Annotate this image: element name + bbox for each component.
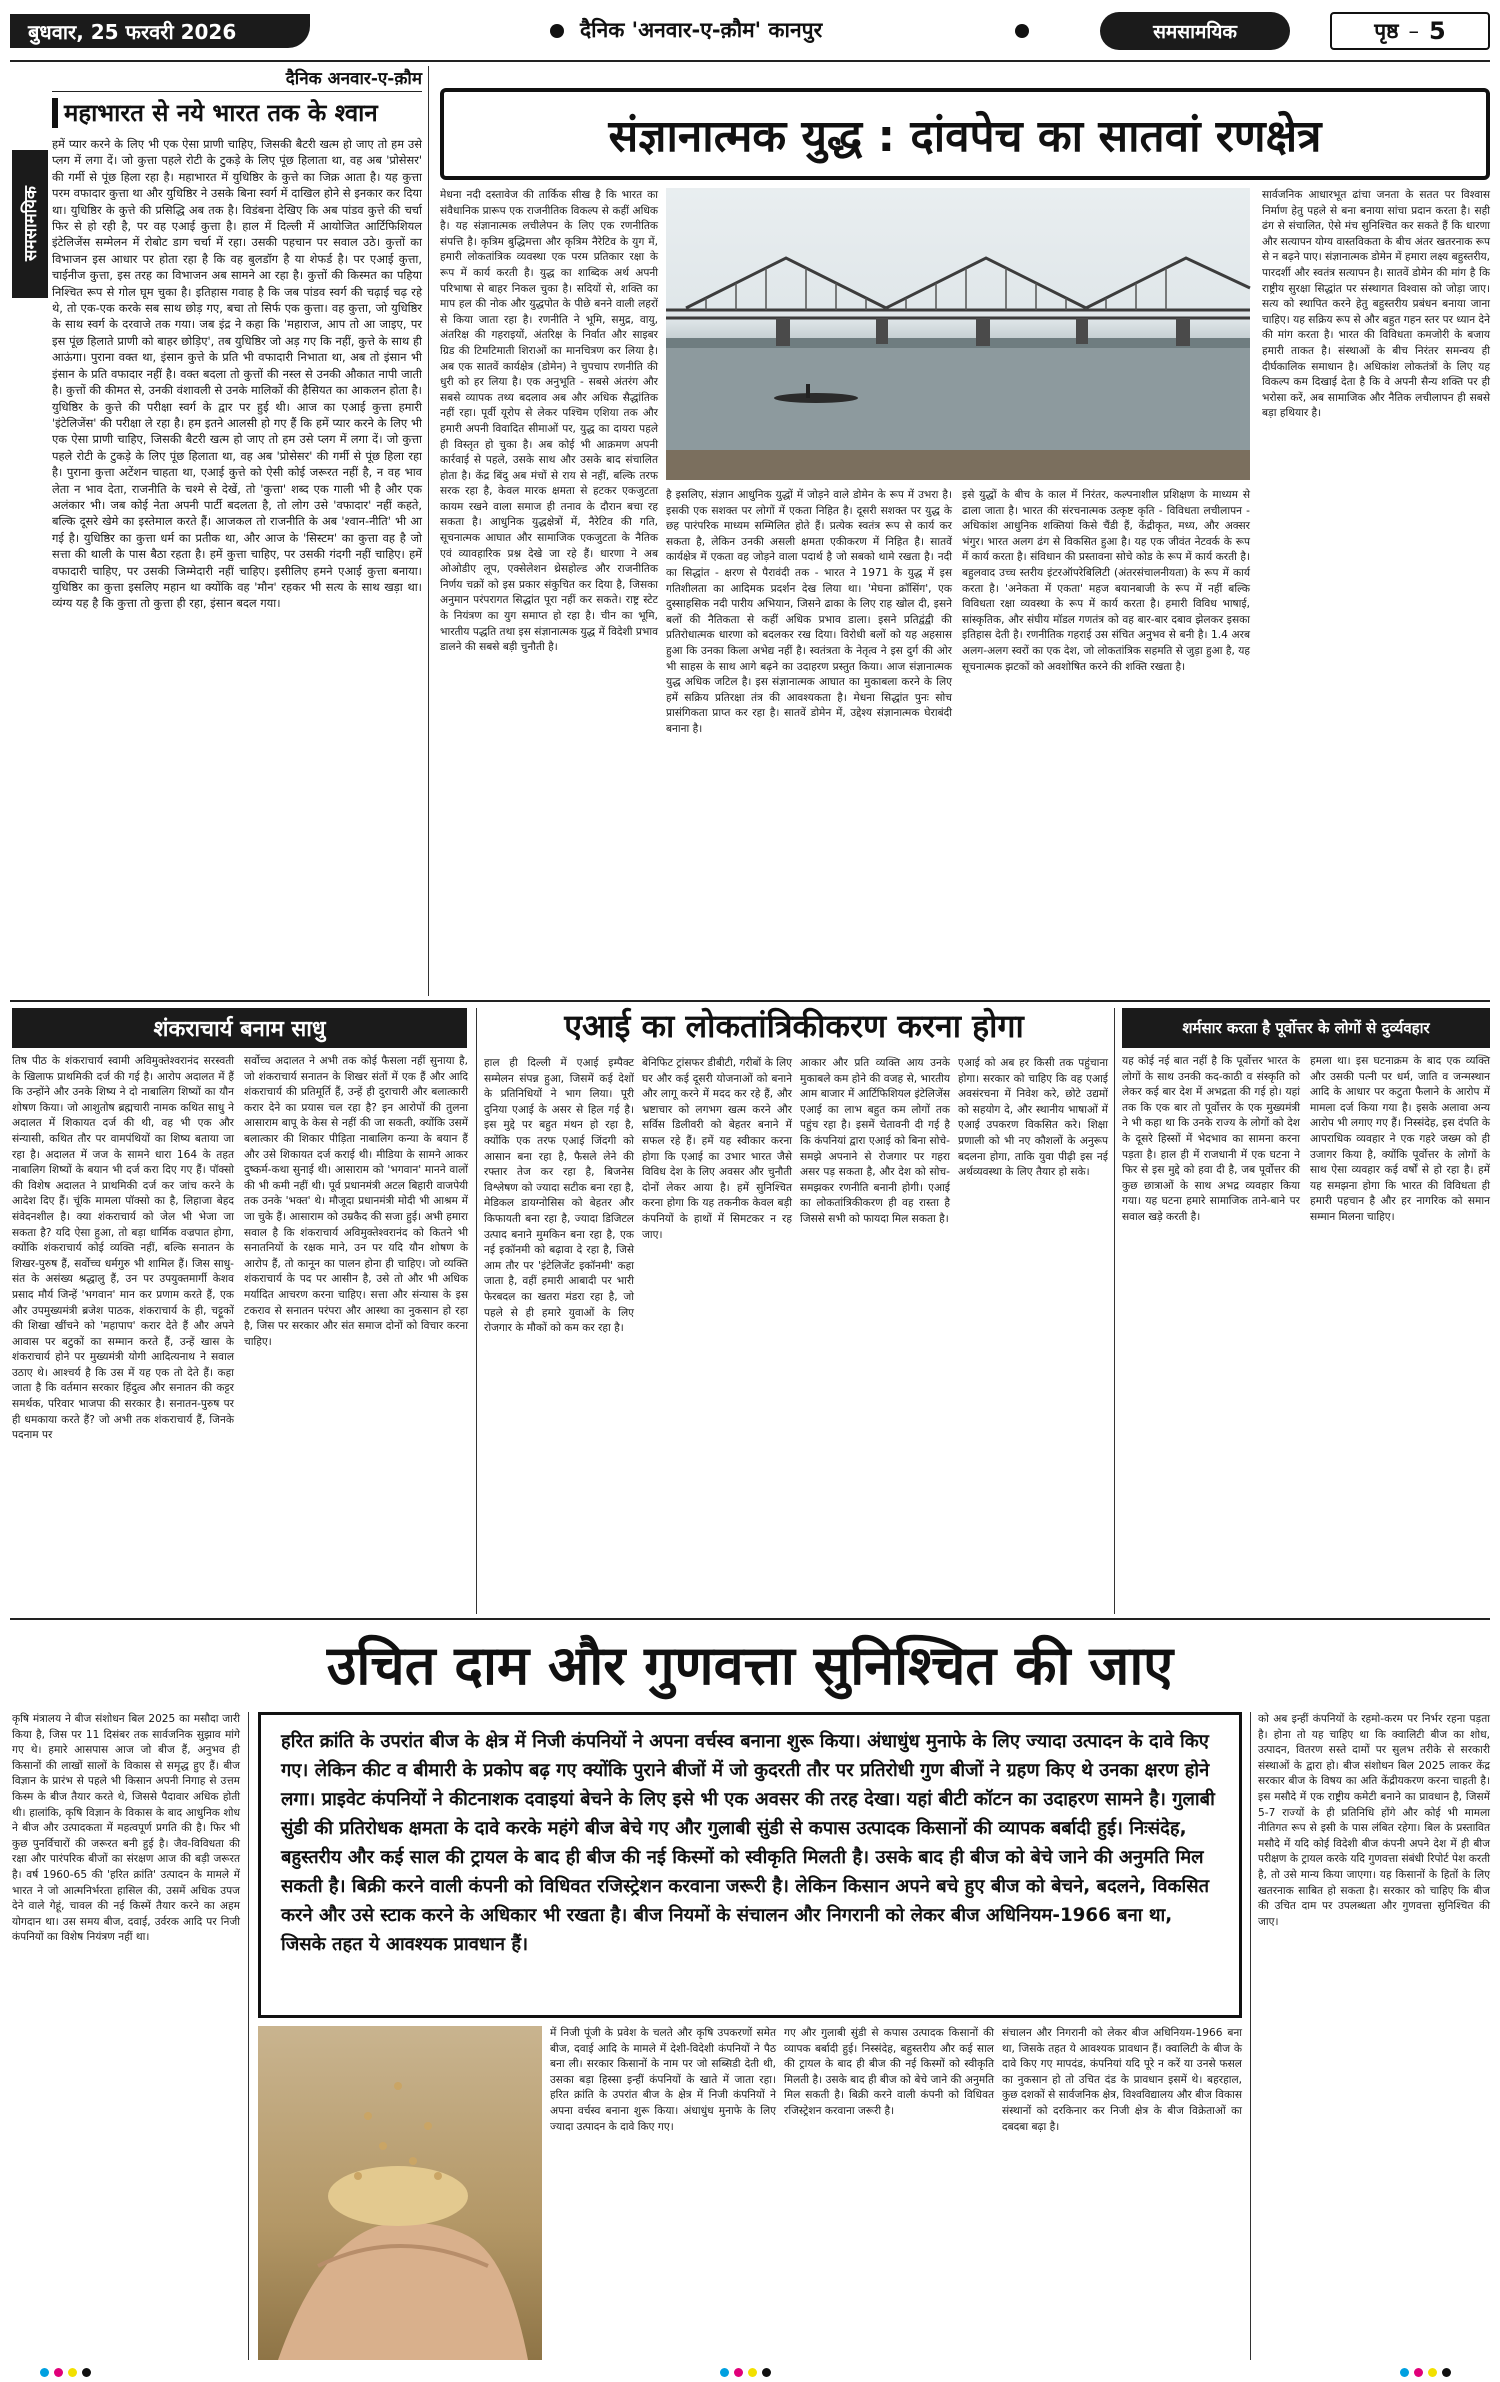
shankaracharya-title-box	[12, 1008, 467, 1048]
header-masthead: दैनिक 'अनवार-ए-क़ौम' कानपुर	[580, 18, 823, 42]
color-mark	[54, 2368, 63, 2377]
color-mark	[68, 2368, 77, 2377]
color-mark	[748, 2368, 757, 2377]
top-title: संज्ञानात्मक युद्ध : दांवपेच का सातवां रणक्षेत्र	[608, 111, 1322, 162]
left-title: महाभारत से नये भारत तक के श्वान	[52, 98, 422, 128]
ai-col2: बेनिफिट ट्रांसफर डीबीटी, गरीबों के लिए घर और कई दूसरी योजनाओं को बनाने और लागू करने में मदद कर रहे हैं, और भ्रष्टाचार को लगभग खत्म करने और सर्विस डिलीवरी को बेहतर बनाने में सफल रहे हैं। हमें यह स्वीकार करना होगा कि एआई का उभार भारत जैसे विविध देश के लिए अवसर और चुनौती दोनों लेकर आया है। हमें सुनिश्चित करना होगा कि यह तकनीक केवल बड़ी कंपनियों के हाथों में सिमटकर न रह जाए।	[642, 1057, 796, 1241]
ai-col3: आकार और प्रति व्यक्ति आय उनके मुकाबले कम होने की वजह से, भारतीय आम बाजार में आर्टिफिशियल इंटेलिजेंस एआई का लाभ बहुत कम लोगों तक पहुंच रहा है। इसमें चेतावनी दी गई है कि कंपनियां द्वारा एआई को बिना सोचे-समझे अपनाने से रोजगार पर गहरा असर पड़ सकता है, और देश को सोच-समझकर रणनीति बनानी होगी। एआई का लोकतांत्रिकीकरण ही वह रास्ता है जिससे सभी को फायदा मिल सकता है।	[800, 1057, 954, 1225]
shankaracharya-title: शंकराचार्य बनाम साधु	[153, 1017, 326, 1042]
seed-left-divider	[248, 1712, 249, 2360]
ai-divider	[1114, 1008, 1115, 1614]
color-mark	[734, 2368, 743, 2377]
bridge-illustration	[666, 188, 1250, 480]
left-divider	[428, 66, 429, 996]
seed-title: उचित दाम और गुणवत्ता सुनिश्चित की जाए	[326, 1634, 1174, 1697]
header-page-number: 5	[1429, 17, 1446, 45]
page-header	[10, 10, 1490, 54]
northeast-title-box	[1122, 1008, 1490, 1048]
left-kicker: दैनिक अनवार-ए-क़ौम	[52, 66, 422, 92]
top-title-box	[440, 88, 1490, 180]
northeast-col2: हमला था। इस घटनाक्रम के बाद एक व्यक्ति और उसकी पत्नी पर धर्म, जाति व जन्मस्थान आदि के आधार पर कटुता फैलाने के आरोप में मामला दर्ज किया गया है। इसके अलावा अन्य आरोप भी लगाए गए हैं। निस्संदेह, इस दंपति के आपराधिक व्यवहार ने एक गहरे जख्म को ही उजागर किया है, क्योंकि पूर्वोत्तर के लोगों के साथ ऐसा व्यवहार कई वर्षों से हो रहा है। हमें यह समझना होगा कि भारत की विविधता ही हमारी पहचान है और हर नागरिक को समान सम्मान मिलना चाहिए।	[1310, 1055, 1494, 1223]
color-mark	[82, 2368, 91, 2377]
header-page-sep: –	[1408, 19, 1420, 43]
header-section: समसामयिक	[1153, 21, 1237, 43]
left-article	[52, 66, 426, 996]
seed-col-right: को अब इन्हीं कंपनियों के रहमो-करम पर निर्भर रहना पड़ता है। होना तो यह चाहिए था कि क्वालिटी बीज का शोध, उत्पादन, वितरण सस्ते दामों पर सुलभ तरीके से सरकारी संस्थाओं के द्वारा हो। बीज संशोधन बिल 2025 लाकर केंद्र सरकार बीज के विषय का अति केंद्रीयकरण करना चाहती है। इस मसौदे में एक राष्ट्रीय कमेटी बनाने का प्रावधान है, जिसमें 5-7 राज्यों के ही प्रतिनिधि होंगे और कोई भी मामला नीतिगत रूप से इसी के पास लंबित रहेगा। बिल के प्रस्तावित मसौदे में यदि कोई विदेशी बीज कंपनी अपने देश में ही बीज परीक्षण के ट्रायल करके यदि गुणवत्ता संबंधी रिपोर्ट पेश करती है, तो उसे मान्य किया जाएगा। यह किसानों के हितों के लिए खतरनाक साबित हो सकता है। सरकार को चाहिए कि बीज की उचित दाम पर उपलब्धता और गुणवत्ता सुनिश्चित की जाए।	[1258, 1713, 1494, 1928]
header-page-box	[1330, 12, 1490, 50]
left-body: हमें प्यार करने के लिए भी एक ऐसा प्राणी चाहिए, जिसकी बैटरी खत्म हो जाए तो हम उसे प्लग में लगा दें। जो कुत्ता पहले रोटी के टुकड़े के लिए पूंछ हिलाता था, वह अब 'प्रोसेसर' की गर्मी से पूंछ हिला रहा है। महाभारत में युधिष्ठिर के कुत्ते का जिक्र आता है। यह कुत्ता परम वफादार कुत्ता था और युधिष्ठिर ने उसके बिना स्वर्ग में दाखिल होने से इनकार कर दिया था। युधिष्ठिर के कुत्ते की प्रसिद्धि अब तक है। विडंबना देखिए कि अब पांडव कुत्ते की चर्चा फिर से हो रही है, पर वह एआई कुत्ता है। हाल में दिल्ली में आयोजित आर्टिफिशियल इंटेलिजेंस सम्मेलन में रोबोट डाग चर्चा में रहा। उसकी पहचान पर सवाल उठे। कुत्तों का विभाजन इस आधार पर होता रहा है कि वह बुलडॉग है या शेफर्ड है। पर एआई कुत्ता, चाईनीज कुत्ता, इस तरह का विभाजन अब सामने आ रहा है। कुत्तों की किस्मत का पहिया निश्चित रूप से गोल घूम चुका है। इतिहास गवाह है कि जब पांडव स्वर्ग की चढ़ाई चढ़ रहे थे, तो एक-एक करके सब साथ छोड़ गए, बचा तो सिर्फ एक कुत्ता। वह कुत्ता, जो युधिष्ठिर के साथ स्वर्ग के दरवाजे तक गया। जब इंद्र ने कहा कि 'महाराज, आप तो आ जाइए, पर इस पूंछ हिलाते प्राणी को बाहर छोड़िए', तब युधिष्ठिर जो अड़ गए कि नहीं, कुत्ते के साथ ही आऊंगा। पुराना वक्त था, इंसान कुत्ते के प्रति भी वफादारी निभाता था, अब तो इंसान भी इंसान के प्रति वफादार नहीं है। वक्त बदला तो कुत्तों की नस्ल से उनकी औकात नापी जाती है। कुत्तों की कीमत से, उनकी वंशावली से उनके मालिकों की हैसियत का आकलन होता है। युधिष्ठिर के कुत्ते की परीक्षा स्वर्ग के द्वार पर हुई थी। आज का एआई कुत्ता हमारी 'इंटेलिजेंस' की परीक्षा ले रहा है। हम इतने आलसी हो गए हैं कि हमें प्यार करने के लिए भी एक ऐसा प्राणी चाहिए, जिसकी बैटरी खत्म हो जाए तो हम उसे प्लग में लगा दें। जो कुत्ता पहले रोटी के टुकड़े के लिए पूंछ हिलाता था, वह अब 'प्रोसेसर' की गर्मी से पूंछ हिला रहा है। पुराना कुत्ता अटेंशन चाहता था, एआई कुत्ते को ऐसी कोई जरूरत नहीं है, न वह भाव लेता न भाव देता, राजनीति के चश्मे से देखें, तो 'कुत्ता' शब्द एक गाली भी है और एक अलंकार भी। जब कोई नेता अपनी पार्टी बदलता है, तो लोग उसे 'वफादार' नहीं कहते, बल्कि दूसरे खेमे का इस्तेमाल करते हैं। आजकल तो राजनीति के अब 'श्वान-नीति' भी आ गई है। युधिष्ठिर का कुत्ता धर्म का प्रतीक था, और आज के 'सिस्टम' का कुत्ता वह है जो सत्ता की थाली के पास बैठा रहता है। हमें कुत्ता चाहिए, पर उसकी गंदगी नहीं चाहिए। हमें वफादारी चाहिए, पर उसकी जिम्मेदारी नहीं चाहिए। इसीलिए हमने एआई कुत्ता बनाया। युधिष्ठिर का कुत्ता इसलिए महान था क्योंकि वह 'मौन' रहकर भी सत्य के साथ खड़ा था। व्यंग्य यह है कि कुत्ता तो कुत्ता ही रहा, इंसान बदल गया।	[52, 137, 426, 611]
shankaracharya-divider	[476, 1008, 477, 1614]
seed-summary-box	[258, 1712, 1242, 2018]
ai-col4: एआई को अब हर किसी तक पहुंचाना होगा। सरकार को चाहिए कि वह एआई अवसंरचना में निवेश करे, छोटे उद्यमों को सहयोग दे, और स्थानीय भाषाओं में एआई उपकरण विकसित करे। शिक्षा प्रणाली को भी नए कौशलों के अनुरूप बदलना होगा, ताकि युवा पीढ़ी इस नई अर्थव्यवस्था के लिए तैयार हो सके।	[958, 1057, 1112, 1179]
color-mark	[1400, 2368, 1409, 2377]
seed-right-divider	[1250, 1712, 1251, 2360]
top-col2: है इसलिए, संज्ञान आधुनिक युद्धों में जोड़ने वाले डोमेन के रूप में उभरा है। इसकी एक सशक्त पर लोगों में एकता निहित है। दूसरी सशक्त पर युद्ध के छह पारंपरिक माध्यम सम्मिलित होते हैं। प्रत्येक स्वतंत्र रूप से कार्य कर सकता है, लेकिन उनकी असली क्षमता एकीकरण में निहित है। सातवें कार्यक्षेत्र में एकता वह जोड़ने वाला पदार्थ है जो सबको थामे रखता है। नदी का सिद्धांत - क्षरण से पैरावंदी तक - भारत ने 1971 के युद्ध में इस गतिशीलता का आदिमक प्रदर्शन देख लिया था। 'मेघना क्रॉसिंग', एक दुस्साहसिक नदी पारीय अभियान, जिसने ढाका के लिए राह खोल दी, इसने बलों की नैतिकता से कहीं अधिक प्रभाव डाला। इसने प्रतिद्वंद्वी की प्रतिरोधात्मक धारणा को बदलकर रख दिया। विरोधी बलों को यह अहसास हुआ कि उनका किला अभेद्य नहीं है। स्वतंत्रता के नेतृत्व ने इस दुर्ग की ओर भी साहस के साथ आगे बढ़ने का उदाहरण प्रस्तुत किया। आज संज्ञानात्मक युद्ध अधिक जटिल है। इस संज्ञानात्मक आघात का मुकाबला करने के लिए हमें सक्रिय प्रतिरक्षा तंत्र की आवश्यकता है। मेधना सिद्धांत पुनः सोच प्रासंगिकता प्राप्त कर रहा है। सातवें डोमेन में, उद्देश्य संज्ञानात्मक घेराबंदी बनाना है।	[666, 489, 956, 735]
shankaracharya-col1: तिष पीठ के शंकराचार्य स्वामी अविमुक्तेश्वरानंद सरस्वती के खिलाफ प्राथमिकी दर्ज की गई है। आरोप अदालत में हैं कि उन्होंने और उनके शिष्य ने दो नाबालिग शिष्यों का यौन शोषण किया। जो आशुतोष ब्रह्मचारी नामक कथित साधु ने अदालत में शिकायत दर्ज की थी, वह भी एक और संन्यासी, कथित तौर पर वामपंथियों का शिष्य बताया जा रहा है। अदालत में जज के सामने धारा 164 के तहत नाबालिग शिष्यों के बयान भी दर्ज करा दिए गए हैं। पॉक्सो की विशेष अदालत ने प्राथमिकी दर्ज कर जांच करने के आदेश दिए हैं। चूंकि मामला पॉक्सो का है, लिहाजा बेहद संवेदनशील है। क्या शंकराचार्य को जेल भी भेजा जा सकता है? यदि ऐसा हुआ, तो बड़ा धार्मिक वज्रपात होगा, क्योंकि शंकराचार्य कोई व्यक्ति नहीं, बल्कि सनातन के शिखर-पुरुष हैं, सर्वोच्च धर्मगुरु भी शामिल हैं। जिस साधु-संत के असंख्य श्रद्धालु हैं, उन पर उपयुक्तमार्गी केशव प्रसाद मौर्य जिन्हें 'भगवान' मान कर प्रणाम करते हैं, एक और उपमुख्यमंत्री ब्रजेश पाठक, शंकराचार्य के ही, चट्टूकों की शिखा खींचने को 'महापाप' करार देते हैं और अपने आवास पर बटुकों का सम्मान करते हैं, उन्हें खास के शंकराचार्य होने पर मुख्यमंत्री योगी आदित्यनाथ ने सवाल उठाए थे। आश्चर्य है कि उस में यह एक तो देते हैं। कहा जाता है कि वर्तमान सरकार हिंदुत्व और सनातन की कट्टर समर्थक, परिवार भाजपा की सरकार है। सनातन-पुरुष पर ही धमकाया करते हैं? जो अभी तक शंकराचार्य हैं, जिनके पदनाम पर	[12, 1055, 238, 1442]
top-photo	[666, 188, 1250, 480]
side-label-box	[12, 150, 48, 298]
top-col1: मेधना नदी दस्तावेज की तार्किक सीख है कि भारत का संवैधानिक प्रारूप एक राजनीतिक विकल्प से कहीं अधिक है। यह संज्ञानात्मक लचीलेपन के लिए एक रणनीतिक संपत्ति है। कृत्रिम बुद्धिमत्ता और कृत्रिम नैरेटिव के युग में, हमारी लोकतांत्रिक व्यवस्था एक परम प्रतिकार रक्षा के रूप में कार्य करती है। युद्ध का शाब्दिक अर्थ अपनी परिभाषा से बाहर निकल चुका है। सदियों से, शक्ति का माप हल की नोक और युद्धपोत के पीछे बनने वाली लहरों से किया जाता रहा है। रणनीति ने भूमि, समुद्र, वायु, अंतरिक्ष की गहराइयों, अंतरिक्ष के निर्वात और साइबर ग्रिड की टिमटिमाती शिराओं का मानचित्रण कर लिया है। अब एक सातवें कार्यक्षेत्र (डोमेन) ने चुपचाप रणनीति की धुरी को हर लिया है। एक अनुभूति - सबसे अंतरंग और सबसे व्यापक तथ्य बदलाव अब और अधिक सैद्धांतिक नहीं रहा। पूर्वी यूरोप से लेकर पश्चिम एशिया तक और हमारी अपनी विवादित सीमाओं पर, युद्ध का दायरा पहले ही विस्तृत हो चुका है। अब कोई भी आक्रमण अपनी कार्रवाई से पहले, उसके साथ और उसके बाद संचालित होता है। केंद्र बिंदु अब मंचों से राय से नहीं, बल्कि तरफ सरक रहा है, केवल मारक क्षमता से हटकर एकजुटता कायम रखने वाला समाज ही तनाव के दौरान बचा रह सकता है। आधुनिक युद्धक्षेत्रों में, नैरेटिव की गति, सूचनात्मक आघात और सामाजिक एकजुटता के नैतिक एवं व्यावहारिक प्रश्न देखे जा रहे हैं। धारणा ने अब ओओडीए लूप, एक्सेलेशन थ्रेसहोल्ड और राजनीतिक निर्णय चक्रों को इस प्रकार संकुचित कर दिया है, जिसका अनुमान परंपरागत सिद्धांत पूरा नहीं कर सकते। राष्ट्र स्टेट के नियंत्रण का युग समाप्त हो रहा है। चीन का भूमि, भारतीय पद्धति तथा इस संज्ञानात्मक युद्ध में विदेशी प्रभाव डालने की सबसे बड़ी चुनौती है।	[440, 189, 662, 654]
seed-col-mid1: में निजी पूंजी के प्रवेश के चलते और कृषि उपकरणों समेत बीज, दवाई आदि के मामले में देशी-विदेशी कंपनियों ने पैठ बना ली। सरकार किसानों के नाम पर जो सब्सिडी देती थी, उसका बड़ा हिस्सा इन्हीं कंपनियों के खाते में जाता रहा। हरित क्रांति के उपरांत बीज के क्षेत्र में निजी कंपनियों ने अपना वर्चस्व बनाना शुरू किया। अंधाधुंध मुनाफे के लिए ज्यादा उत्पादन के दावे किए गए।	[550, 2027, 780, 2133]
seed-col-mid3: संचालन और निगरानी को लेकर बीज अधिनियम-1966 बना था, जिसके तहत ये आवश्यक प्रावधान हैं। क्वालिटी के बीज के दावे किए गए मापदंड, कंपनियां यदि पूरे न करें या उनसे फसल का नुकसान हो तो उचित दंड के प्रावधान इसमें थे। बहरहाल, कुछ दशकों से सार्वजनिक क्षेत्र, विश्वविद्यालय और बीज विकास संस्थानों को दरकिनार कर निजी क्षेत्र के बीज विक्रेताओं का दबदबा बढ़ा है।	[1002, 2027, 1246, 2133]
color-mark	[1414, 2368, 1423, 2377]
seed-col-left: कृषि मंत्रालय ने बीज संशोधन बिल 2025 का मसौदा जारी किया है, जिस पर 11 दिसंबर तक सार्वजनिक सुझाव मांगे गए थे। हमारे आसपास आज जो बीज हैं, अनुभव ही किसानों की लाखों सालों के विकास से समृद्ध हुए हैं। बीज विज्ञान के प्रारंभ से पहले भी किसान अपनी निगाह से उत्तम किस्म के बीज तैयार करते थे, जिससे पैदावार अधिक होती थी। हालांकि, कृषि विज्ञान के विकास के बाद आधुनिक शोध ने बीज और उत्पादकता में महत्वपूर्ण प्रगति की है। फिर भी कुछ पुनर्विचारों की जरूरत बनी हुई है। जैव-विविधता की रक्षा और पारंपरिक बीजों का संरक्षण आज की बड़ी जरूरत है। वर्ष 1960-65 की 'हरित क्रांति' उत्पादन के मामले में भारत ने जो आत्मनिर्भरता हासिल की, उसमें अधिक उपज देने वाले गेहूं, चावल की नई किस्में तैयार करने का अहम योगदान था। उस समय बीज, दवाई, उर्वरक आदि पर निजी कंपनियों का विशेष नियंत्रण नहीं था।	[12, 1713, 244, 1944]
color-mark	[1428, 2368, 1437, 2377]
seed-summary: हरित क्रांति के उपरांत बीज के क्षेत्र में निजी कंपनियों ने अपना वर्चस्व बनाना शुरू किया। अंधाधुंध मुनाफे के लिए ज्यादा उत्पादन के दावे किए गए। लेकिन कीट व बीमारी के प्रकोप बढ़ गए क्योंकि पुराने बीजों में जो कुदरती तौर पर प्रतिरोधी गुण बीजों ने ग्रहण किए थे उनका क्षरण होने लगा। प्राइवेट कंपनियों ने कीटनाशक दवाइयां बेचने के लिए इसे भी एक अवसर की तरह देखा। यहां बीटी कॉटन का उदाहरण सामने है। गुलाबी सुंडी की प्रतिरोधक क्षमता के दावे करके महंगे बीज बेचे गए और गुलाबी सुंडी से कपास उत्पादक किसानों की व्यापक बर्बादी हुई। निःसंदेह, बहुस्तरीय और कई साल की ट्रायल के बाद ही बीज की नई किस्मों को स्वीकृति मिलती है। उसके बाद ही बीज को बेचे जाने की अनुमति मिल सकती है। बिक्री करने वाली कंपनी को विधिवत रजिस्ट्रेशन करवाना जरूरी है। लेकिन किसान अपने बचे हुए बीज को बेचने, बदलने, विकसित करने और उसे स्टाक करने के अधिकार भी रखता है। बीज नियमों के संचालन और निगरानी को लेकर बीज अधिनियम-1966 बना था, जिसके तहत ये आवश्यक प्रावधान हैं।	[281, 1731, 1215, 1955]
header-rule	[10, 60, 1490, 62]
seed-col-mid2: गए और गुलाबी सुंडी से कपास उत्पादक किसानों की व्यापक बर्बादी हुई। निस्संदेह, बहुस्तरीय और कई साल की ट्रायल के बाद ही बीज की नई किस्मों को स्वीकृति मिलती है। उसके बाद ही बीज को बेचे जाने की अनुमति मिल सकती है। बिक्री करने वाली कंपनी को विधिवत रजिस्ट्रेशन करवाना जरूरी है।	[784, 2027, 998, 2117]
ai-col1: हाल ही दिल्ली में एआई इम्पैक्ट सम्मेलन संपन्न हुआ, जिसमें कई देशों के प्रतिनिधियों ने भाग लिया। पूरी दुनिया एआई के असर से हिल गई है। इस मुद्दे पर बहुत मंथन हो रहा है, क्योंकि एक तरफ एआई जिंदगी को आसान बना रहा है, फैसले लेने की रफ्तार तेज कर रहा है, बिजनेस विश्लेषण को ज्यादा सटीक बना रहा है, मेडिकल डायग्नोसिस को बेहतर और किफायती बना रहा है, ज्यादा डिजिटल उत्पाद बनाने मुमकिन बना रहा है, एक नई इकॉनमी को बढ़ावा दे रहा है, जिसे आम तौर पर 'इंटेलिजेंट इकॉनमी' कहा जाता है, वहीं हमारी आबादी पर भारी फेरबदल का खतरा मंडरा रहा है, जो पहले से ही हमारे युवाओं के लिए रोजगार के मौकों को कम कर रहा है।	[484, 1057, 638, 1335]
header-ornament-left	[550, 24, 564, 38]
lower-rule	[10, 1618, 1490, 1620]
northeast-title: शर्मसार करता है पूर्वोत्तर के लोगों से दुर्व्यवहार	[1182, 1019, 1430, 1037]
color-mark	[40, 2368, 49, 2377]
top-col4: सार्वजनिक आधारभूत ढांचा जनता के सतत पर विश्वास निर्माण हेतु पहले से बना बनाया सांचा प्रदान करता है। सही ढंग से संचालित, ऐसे मंच सुनिश्चित कर सकते हैं कि धारणा और सत्यापन योग्य वास्तविकता के बीच अंतर खतरनाक रूप से न बढ़ने पाए। संज्ञानात्मक डोमेन में हमारा लक्ष्य बहुस्तरीय, पारदर्शी और स्वतंत्र सत्यापन है। सातवें डोमेन की मांग है कि राष्ट्रीय सुरक्षा सिद्धांत पर संस्थागत विश्वास को जोड़ा जाए। सत्य को स्थापित करने हेतु बहुस्तरीय प्रबंधन बनाया जाना चाहिए। यह सक्रिय रूप से और बहुत गहन स्तर पर ध्यान देने की मांग करता है। भारत की विविधता कमजोरी के बजाय हमारी ताकत है। संस्थाओं के बीच निरंतर समन्वय ही दीर्घकालिक समाधान है। अधिकांश लोकतंत्रों के लिए यह विकल्प कम दिखाई देता है कि वे अपनी सैन्य शक्ति पर ही भरोसा करें, अब सामाजिक और नैतिक लचीलापन ही सबसे बड़ा हथियार है।	[1262, 189, 1494, 420]
header-date-box	[10, 14, 310, 48]
top-col3: इसे युद्धों के बीच के काल में निरंतर, कल्पनाशील प्रशिक्षण के माध्यम से ढाला जाता है। भारत की संरचनात्मक उत्कृष्ट कृति - विविधता लचीलापन - अधिकांश आधुनिक शक्तियां किसे चैंडी हैं, केंद्रीकृत, मध्य, और अक्सर भंगुर। भारत अलग ढंग से विकसित हुआ है। यह एक जीवंत नेटवर्क के रूप में कार्य करता है। संविधान की प्रस्तावना सोचे कोड के रूप में कार्य करती है। बहुलवाद उच्च स्तरीय इंटरऑपरेबिलिटी (अंतरसंचालनीयता) के रूप में कार्य करता है। 'अनेकता में एकता' महज बयानबाजी के रूप में नहीं बल्कि विविधता रक्षा व्यवस्था के रूप में कार्य करता है। हमारी विविध भाषाई, सांस्कृतिक, और संघीय मॉडल गणतंत्र को वह बार-बार दबाव झेलकर इसका इतिहास देती है। रणनीतिक गहराई उस संचित अनुभव से बनी है। 1.4 अरब अलग-अलग स्वरों का एक देश, जो लोकतांत्रिक सहमति से जुड़ा हुआ है, यह सूचनात्मक झटकों को अवशोषित करने की शक्ति रखता है।	[962, 489, 1254, 673]
footer-color-marks	[0, 2366, 1500, 2380]
color-mark	[762, 2368, 771, 2377]
color-mark	[720, 2368, 729, 2377]
side-label: समसामयिक	[20, 186, 41, 262]
header-date: बुधवार, 25 फरवरी 2026	[28, 19, 237, 44]
header-section-badge	[1100, 12, 1290, 50]
northeast-col1: यह कोई नई बात नहीं है कि पूर्वोत्तर भारत के लोगों के साथ उनकी कद-काठी व संस्कृति को लेकर कई बार देश में अभद्रता की गई हो। यहां तक कि एक बार तो पूर्वोत्तर के एक मुख्यमंत्री ने भी कहा था कि उनके राज्य के लोगों को देश के दूसरे हिस्सों में भेदभाव का सामना करना पड़ता है। हाल ही में राजधानी में एक घटना ने फिर से इस मुद्दे को हवा दी है, जब पूर्वोत्तर की कुछ छात्राओं के साथ अभद्र व्यवहार किया गया। यह घटना हमारे सामाजिक ताने-बाने पर सवाल खड़े करती है।	[1122, 1055, 1304, 1223]
shankaracharya-col2: सर्वोच्च अदालत ने अभी तक कोई फैसला नहीं सुनाया है, जो शंकराचार्य सनातन के शिखर संतों में एक हैं और आदि शंकराचार्य की प्रतिमूर्ति हैं, उन्हें ही दुराचारी और बलात्कारी करार देने का प्रयास चल रहा है? इन आरोपों की तुलना आसाराम बापू के केस से नहीं की जा सकती, क्योंकि उसमें बलात्कार की शिकार पीड़िता नाबालिग कन्या के बयान हैं और उसे शिकायत दर्ज कराई थी। मीडिया के सामने आकर दुष्कर्म-कथा सुनाई थी। आसाराम को 'भगवान' मानने वालों की भी कमी नहीं थी। पूर्व प्रधानमंत्री अटल बिहारी वाजपेयी तक उनके 'भक्त' थे। मौजूदा प्रधानमंत्री मोदी भी आश्रम में जा चुके हैं। आसाराम को उम्रकैद की सजा हुई। अभी हमारा सवाल है कि शंकराचार्य अविमुक्तेश्वरानंद को कितने भी सनातनियों के रक्षक माने, उन पर यदि यौन शोषण के आरोप हैं, तो कानून का पालन होना ही चाहिए। जो व्यक्ति शंकराचार्य के पद पर आसीन है, उसे तो और भी अधिक मर्यादित आचरण करना चाहिए। सत्ता और संन्यास के इस टकराव से सनातन परंपरा और आस्था का नुकसान हो रहा है, जिस पर सरकार और संत समाज दोनों को विचार करना चाहिए।	[244, 1055, 472, 1348]
ai-title: एआई का लोकतांत्रिकीकरण करना होगा	[564, 1007, 1024, 1045]
color-mark	[1442, 2368, 1451, 2377]
seed-photo	[258, 2026, 542, 2360]
header-page-label: पृष्ठ	[1374, 19, 1399, 43]
wheat-hands-illustration	[258, 2026, 542, 2360]
header-ornament-right	[1015, 24, 1029, 38]
